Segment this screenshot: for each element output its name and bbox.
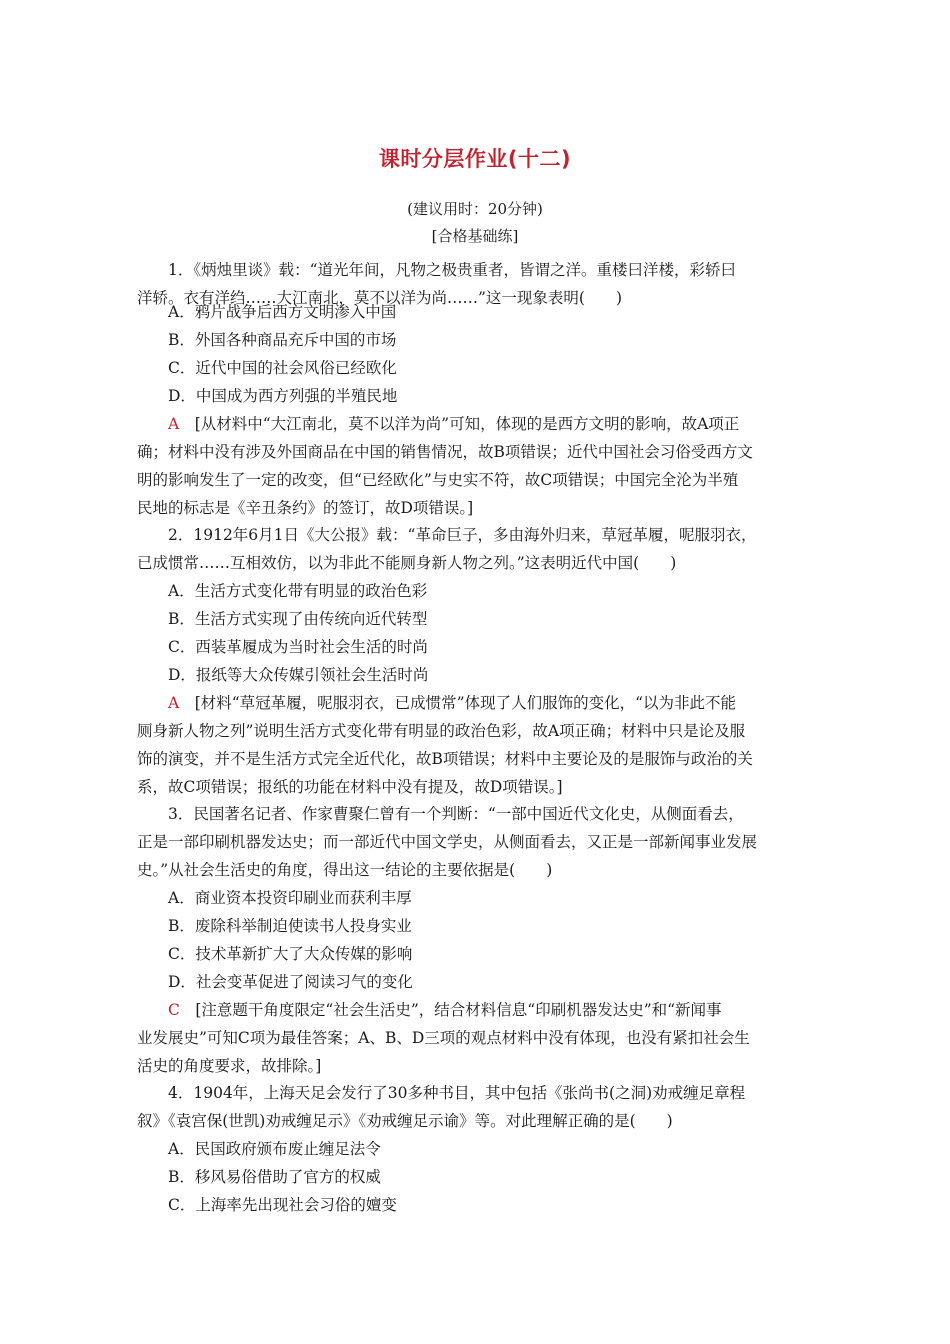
question-3-line: 正是一部印刷机器发达史；而一部近代中国文学史，从侧面看去，又正是一部新闻事业发展 xyxy=(137,833,758,851)
question-3-option-d: D．社会变革促进了阅读习气的变化 xyxy=(168,973,413,991)
question-2-stem xyxy=(137,521,813,577)
question-4-option-c: C．上海率先出现社会习俗的嬗变 xyxy=(168,1196,397,1214)
question-3-option-a: A．商业资本投资印刷业而获利丰厚 xyxy=(168,889,412,907)
explanation-line: 业发展史”可知C项为最佳答案；A、B、D三项的观点材料中没有体现，也没有紧扣社会生 xyxy=(137,1029,750,1047)
question-1-explanation xyxy=(137,410,813,522)
question-1-line: 1．《炳烛里谈》载：“道光年间，凡物之极贵重者，皆谓之洋。重楼曰洋楼，彩轿曰 xyxy=(168,261,737,279)
explanation-line: 活史的角度要求，故排除。] xyxy=(137,1057,322,1075)
question-1-answer: A xyxy=(168,415,180,433)
question-3-option-c: C．技术革新扩大了大众传媒的影响 xyxy=(168,945,413,963)
question-3-stem xyxy=(137,800,813,884)
explanation-line: 明的影响发生了一定的改变，但“已经欧化”与史实不符，故C项错误；中国完全沦为半殖 xyxy=(137,471,739,489)
question-4-option-a: A．民国政府颁布废止缠足法令 xyxy=(168,1140,381,1158)
question-1-option-a: A．鸦片战争后西方文明渗入中国 xyxy=(168,303,397,321)
explanation-line: 系，故C项错误；报纸的功能在材料中没有提及，故D项错误。] xyxy=(137,778,563,796)
question-4-option-b: B．移风易俗借助了官方的权威 xyxy=(168,1168,381,1186)
question-1-option-c: C．近代中国的社会风俗已经欧化 xyxy=(168,359,397,377)
question-1-line: 洋轿。衣有洋绉……大江南北，莫不以洋为尚……”这一现象表明( ) xyxy=(137,289,623,307)
explanation-line: 饰的演变，并不是生活方式完全近代化，故B项错误；材料中主要论及的是服饰与政治的关 xyxy=(137,750,753,768)
question-4-line: 4．1904年，上海天足会发行了30多种书目，其中包括《张尚书(之洞)劝戒缠足章程 xyxy=(168,1084,746,1102)
question-2-option-b: B．生活方式实现了由传统向近代转型 xyxy=(168,610,428,628)
question-2-option-a: A．生活方式变化带有明显的政治色彩 xyxy=(168,582,428,600)
question-3-option-b: B．废除科举制迫使读书人投身实业 xyxy=(168,917,412,935)
explanation-line: 厕身新人物之列”说明生活方式变化带有明显的政治色彩，故A项正确；材料中只是论及服 xyxy=(137,722,746,740)
explanation-line: [从材料中“大江南北，莫不以洋为尚”可知，体现的是西方文明的影响，故A项正 xyxy=(179,415,740,433)
explanation-line: [材料“草冠革履，呢服羽衣，已成惯常”体现了人们服饰的变化，“以为非此不能 xyxy=(179,694,737,712)
explanation-line: 民地的标志是《辛丑条约》的签订，故D项错误。] xyxy=(137,499,474,517)
question-3-answer: C xyxy=(168,1001,180,1019)
time-note: (建议用时：20分钟) xyxy=(407,200,543,218)
question-2-option-d: D．报纸等大众传媒引领社会生活时尚 xyxy=(168,666,429,684)
section-heading: [合格基础练] xyxy=(431,227,519,245)
question-2-line: 已成惯常……互相效仿，以为非此不能厕身新人物之列。”这表明近代中国( ) xyxy=(137,554,677,572)
question-1-option-d: D．中国成为西方列强的半殖民地 xyxy=(168,387,398,405)
question-2-answer: A xyxy=(168,694,180,712)
question-2-explanation xyxy=(137,689,813,801)
question-3-explanation xyxy=(137,996,813,1080)
question-4-line: 叙》《袁宫保(世凯)劝戒缠足示》《劝戒缠足示谕》等。对此理解正确的是( ) xyxy=(137,1112,673,1130)
question-2-line: 2．1912年6月1日《大公报》载：“革命巨子，多由海外归来，草冠革履，呢服羽衣， xyxy=(168,526,757,544)
page-title: 课时分层作业(十二) xyxy=(378,147,572,171)
question-2-option-c: C．西装革履成为当时社会生活的时尚 xyxy=(168,638,428,656)
question-1-option-b: B．外国各种商品充斥中国的市场 xyxy=(168,331,397,349)
explanation-line: [注意题干角度限定“社会生活史”，结合材料信息“印刷机器发达史”和“新闻事 xyxy=(179,1001,722,1019)
question-3-line: 史。”从社会生活史的角度，得出这一结论的主要依据是( ) xyxy=(137,861,553,879)
question-3-line: 3．民国著名记者、作家曹聚仁曾有一个判断：“一部中国近代文化史，从侧面看去， xyxy=(168,805,744,823)
question-4-stem xyxy=(137,1079,813,1135)
explanation-line: 确；材料中没有涉及外国商品在中国的销售情况，故B项错误；近代中国社会习俗受西方文 xyxy=(137,443,753,461)
